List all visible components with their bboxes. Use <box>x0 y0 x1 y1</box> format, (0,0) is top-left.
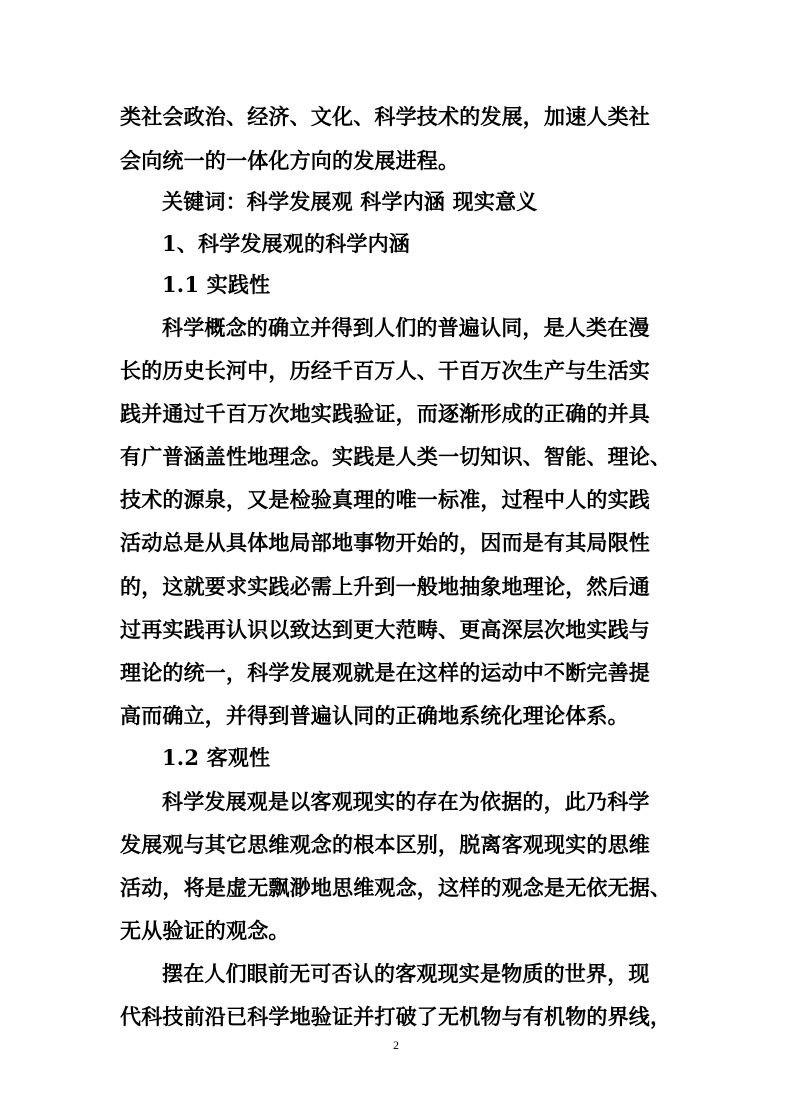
section-heading: 1、科学发展观的科学内涵 <box>162 231 411 256</box>
keywords-line: 关键词：科学发展观 科学内涵 现实意义 <box>162 189 538 214</box>
body-text-line: 长的历史长河中，历经千百万人、干百万次生产与生活实 <box>120 358 650 383</box>
body-text-line: 无从验证的观念。 <box>120 918 290 943</box>
subsection-heading: 1.2 客观性 <box>162 745 271 770</box>
body-text-line: 践并通过千百万次地实践验证，而逐渐形成的正确的并具 <box>120 401 650 426</box>
body-text-line: 高而确立，并得到普遍认同的正确地系统化理论体系。 <box>120 703 629 728</box>
body-text-line: 的，这就要求实践必需上升到一般地抽象地理论，然后通 <box>120 574 650 599</box>
body-text-line: 活动总是从具体地局部地事物开始的，因而是有其局限性 <box>120 530 650 555</box>
body-text-line: 有广普涵盖性地理念。实践是人类一切知识、智能、理论、 <box>120 444 672 469</box>
body-text-line: 类社会政治、经济、文化、科学技术的发展，加速人类社 <box>120 104 650 129</box>
body-text-line: 理论的统一，科学发展观就是在这样的运动中不断完善提 <box>120 660 650 685</box>
body-text-line: 科学发展观是以客观现实的存在为依据的，此乃科学 <box>162 789 650 814</box>
page-number: 2 <box>393 1038 399 1052</box>
body-text-line: 科学概念的确立并得到人们的普遍认同，是人类在漫 <box>162 315 650 340</box>
body-text-line: 摆在人们眼前无可否认的客观现实是物质的世界，现 <box>162 961 650 986</box>
subsection-heading: 1.1 实践性 <box>162 272 271 297</box>
body-text-line: 过再实践再认识以致达到更大范畴、更高深层次地实践与 <box>120 617 650 642</box>
body-text-line: 活动，将是虚无飘渺地思维观念，这样的观念是无依无据、 <box>120 875 672 900</box>
body-text-line: 代科技前沿已科学地验证并打破了无机物与有机物的界线， <box>120 1004 672 1029</box>
body-text-line: 会向统一的一体化方向的发展进程。 <box>120 148 460 173</box>
body-text-line: 技术的源泉，又是检验真理的唯一标准，过程中人的实践 <box>120 487 650 512</box>
body-text-line: 发展观与其它思维观念的根本区别，脱离客观现实的思维 <box>120 832 650 857</box>
